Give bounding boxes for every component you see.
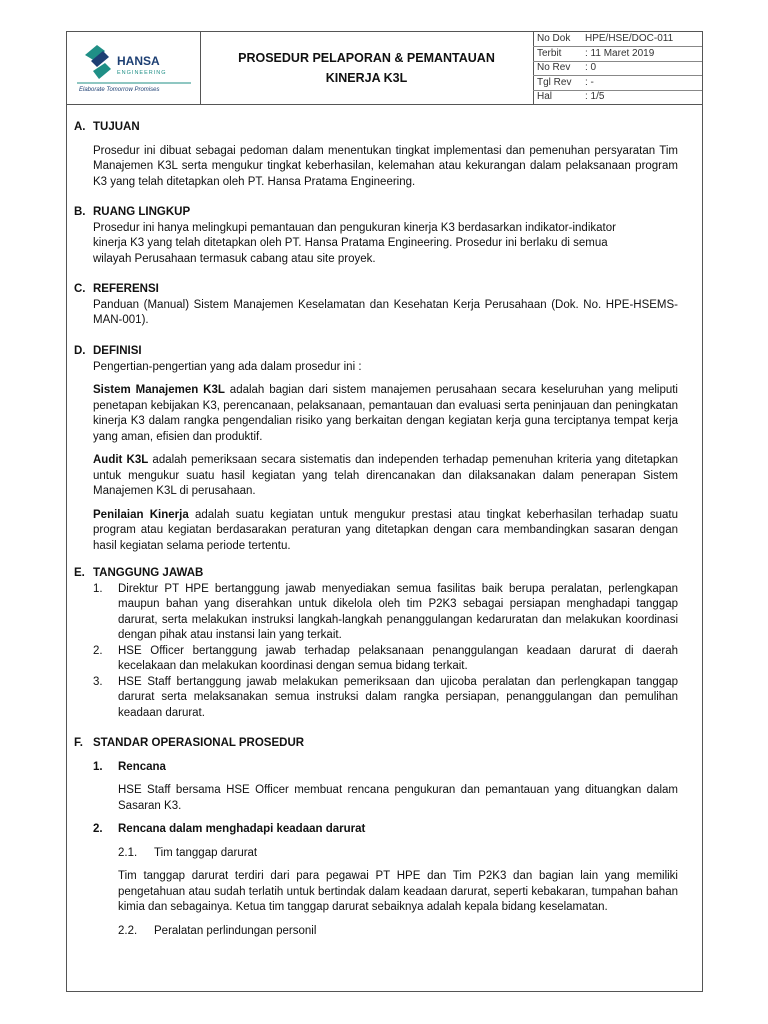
section-title: DEFINISI xyxy=(93,345,142,357)
subsection-text: HSE Staff bersama HSE Officer membuat rencana pengukuran dan pemantauan yang dituangkan dalam Sasaran K3. xyxy=(118,784,678,812)
section-letter: E. xyxy=(74,567,85,579)
section-letter: B. xyxy=(74,206,86,218)
subsubsection-heading xyxy=(74,924,678,940)
section-referensi xyxy=(74,282,678,329)
section-letter: A. xyxy=(74,121,86,133)
subsection-number: 2. xyxy=(93,823,103,835)
meta-key: Hal xyxy=(537,91,553,102)
list-number: 2. xyxy=(93,644,103,657)
meta-key: No Rev xyxy=(537,62,571,73)
section-title: STANDAR OPERASIONAL PROSEDUR xyxy=(93,737,305,749)
meta-row xyxy=(533,76,702,91)
definition-term: Audit K3L xyxy=(93,454,149,466)
section-text: Panduan (Manual) Sistem Manajemen Keselamatan dan Kesehatan Kerja Perusahaan (Dok. No. HPE-HSEMS-MAN-001). xyxy=(93,298,678,326)
logo-brand: HANSA xyxy=(117,54,160,68)
list-item xyxy=(74,644,678,675)
meta-value: : 1/5 xyxy=(585,91,605,102)
meta-value: : 0 xyxy=(585,62,597,73)
subsubsection-title: Tim tanggap darurat xyxy=(154,846,258,859)
meta-row xyxy=(533,90,702,104)
definition-3 xyxy=(74,508,678,555)
section-letter: F. xyxy=(74,737,83,749)
section-definisi xyxy=(74,344,678,554)
meta-value: : 11 Maret 2019 xyxy=(585,47,655,59)
section-line: wilayah Perusahaan termasuk cabang atau site proyek. xyxy=(93,252,376,265)
subsubsection-number: 2.1. xyxy=(118,846,138,859)
meta-row xyxy=(533,47,702,62)
meta-row xyxy=(533,32,702,47)
subsubsection-text: Tim tanggap darurat terdiri dari para pegawai PT HPE dan Tim P2K3 dan bagian lain yang memiliki pengetahuan atau sudah terlatih untuk bertindak dalam keadaan darurat, seperti kebakaran, tumpahan bahan kimia dan sebagainya. Ketua tim tanggap darurat sebaiknya adalah kepala bidang keselamatan. xyxy=(118,870,678,913)
definition-1 xyxy=(74,383,678,445)
list-number: 1. xyxy=(93,582,103,595)
definition-intro: Pengertian-pengertian yang ada dalam prosedur ini : xyxy=(93,360,362,373)
definition-2 xyxy=(74,453,678,500)
meta-key: Terbit xyxy=(537,47,562,59)
list-number: 3. xyxy=(93,675,103,688)
section-title: REFERENSI xyxy=(93,283,159,295)
section-text: Prosedur ini dibuat sebagai pedoman dalam menentukan tingkat implementasi dan pemenuhan persyaratan Tim Manajemen K3L serta mengukur tingkat keberhasilan, kelemahan atau kekurangan dalam pelaksanaan program K3 yang telah ditetapkan oleh PT. Hansa Pratama Engineering. xyxy=(93,144,678,188)
definition-text: adalah suatu kegiatan untuk mengukur prestasi atau tingkat keberhasilan terhadap suatu program atau kegiatan berdasarakan peraturan yang ditetapkan dengan cara membandingkan sasaran dengan hasil kegiatan selama periode tertentu. xyxy=(93,508,678,552)
meta-value: : - xyxy=(585,76,594,88)
list-item xyxy=(74,582,678,644)
hansa-logo-icon xyxy=(75,41,193,97)
subsection-heading xyxy=(74,822,678,838)
section-letter: D. xyxy=(74,345,86,357)
title-line-2: KINERJA K3L xyxy=(325,71,408,85)
section-title: RUANG LINGKUP xyxy=(93,206,191,218)
document-meta-table xyxy=(533,32,702,104)
definition-term: Sistem Manajemen K3L xyxy=(93,384,225,396)
subsection-number: 1. xyxy=(93,760,103,773)
logo-tagline: Elaborate Tomorrow Promises xyxy=(79,87,160,93)
section-sop xyxy=(74,736,678,939)
subsection-heading xyxy=(74,760,678,776)
title-line-1: PROSEDUR PELAPORAN & PEMANTAUAN xyxy=(238,51,495,65)
section-letter: C. xyxy=(74,283,86,295)
section-line: kinerja K3 yang telah ditetapkan oleh PT. Hansa Pratama Engineering. Prosedur ini berlaku di semua xyxy=(93,237,608,249)
document-header xyxy=(67,32,702,105)
subsubsection-heading xyxy=(74,846,678,862)
definition-term: Penilaian Kinerja xyxy=(93,508,189,521)
section-tanggung-jawab xyxy=(74,566,678,721)
subsubsection-title: Peralatan perlindungan personil xyxy=(154,924,317,937)
document-title xyxy=(200,32,534,104)
list-text: Direktur PT HPE bertanggung jawab menyediakan semua fasilitas baik berupa peralatan, perlengkapan maupun bahan yang diserahkan untuk dikelola oleh tim P2K3 sebagai persiapan menghadapi tanggap darurat, serta melakukan instruksi langkah-langkah penanggulangan kedaruratan dan melakukan koordinasi dengan pihak atau instansi lain yang terkait. xyxy=(118,582,678,641)
meta-row xyxy=(533,61,702,76)
company-logo xyxy=(67,32,201,104)
logo-sub: ENGINEERING xyxy=(117,70,167,76)
meta-value: HPE/HSE/DOC-011 xyxy=(585,33,674,44)
subsubsection-number: 2.2. xyxy=(118,924,138,937)
definition-text: adalah bagian dari sistem manajemen perusahaan secara keseluruhan yang meliputi penetapan kebijakan K3, perencanaan, pelaksanaan, pemantauan dan evaluasi serta peninjauan dan peningkatan kinerja K3 dalam rangka pengendalian risiko yang berkaitan dengan kegiatan kerja guna terciptanya tempat kerja yang aman, efisien dan produktif. xyxy=(93,384,678,443)
meta-key: No Dok xyxy=(537,33,571,44)
section-title: TUJUAN xyxy=(93,121,140,133)
meta-key: Tgl Rev xyxy=(537,76,572,88)
section-line: Prosedur ini hanya melingkupi pemantauan dan pengukuran kinerja K3 berdasarkan indikator-indikator xyxy=(93,221,616,234)
subsection-title: Rencana xyxy=(118,760,166,773)
definition-text: adalah pemeriksaan secara sistematis dan independen terhadap pemenuhan kriteria yang ditetapkan untuk mengukur suatu hasil kegiatan yang telah direncanakan dan dilaksanakan dalam penerapan Sistem Manajemen K3L di perusahaan. xyxy=(93,454,678,497)
section-title: TANGGUNG JAWAB xyxy=(93,567,204,579)
section-ruang-lingkup xyxy=(74,205,678,267)
section-tujuan xyxy=(74,120,678,190)
list-text: HSE Officer bertanggung jawab terhadap pelaksanaan penanggulangan keadaan darurat di daerah kecelakaan dan melakukan koordinasi dengan semua bidang terkait. xyxy=(118,644,678,672)
subsection-title: Rencana dalam menghadapi keadaan darurat xyxy=(118,823,366,835)
list-text: HSE Staff bertanggung jawab melakukan pemeriksaan dan ujicoba peralatan dan perlengkapan tanggap darurat serta melaksanakan semua instruksi dalam rangka persiapan, penanggulangan dan pemulihan keadaan darurat. xyxy=(118,675,678,719)
list-item xyxy=(74,675,678,722)
